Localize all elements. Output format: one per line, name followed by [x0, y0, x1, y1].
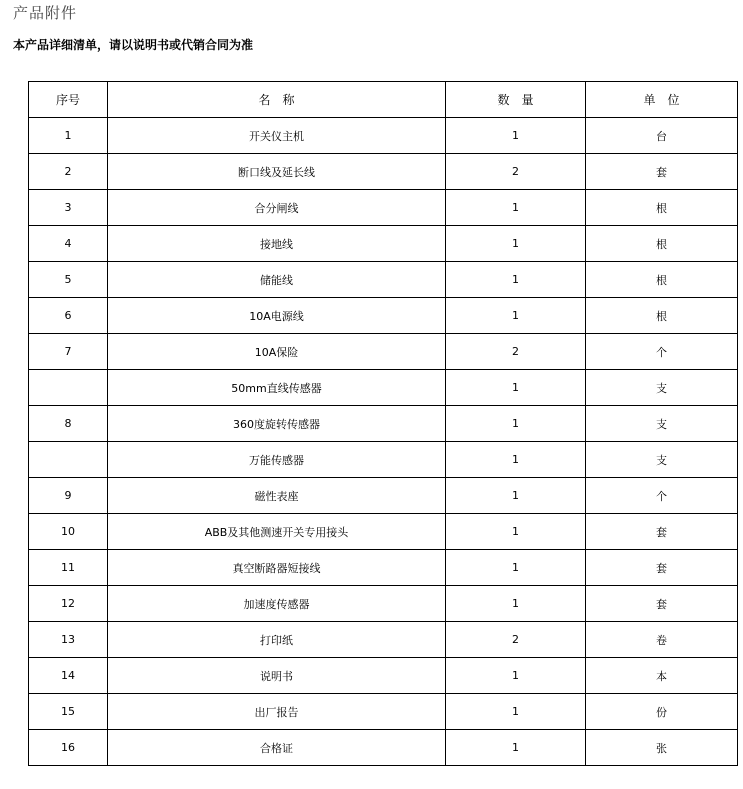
item-unit: 套: [586, 514, 738, 550]
item-name: 真空断路器短接线: [108, 550, 446, 586]
table-row: [29, 334, 738, 370]
table-row: [29, 118, 738, 154]
row-number: 15: [29, 694, 108, 730]
item-name: 接地线: [108, 226, 446, 262]
item-name: 合分闸线: [108, 190, 446, 226]
header-unit: 单 位: [586, 82, 738, 118]
item-quantity: 1: [446, 730, 586, 766]
item-unit: 根: [586, 226, 738, 262]
header-qty: 数 量: [446, 82, 586, 118]
row-number: [29, 442, 108, 478]
item-unit: 根: [586, 190, 738, 226]
row-number: 13: [29, 622, 108, 658]
list-note: 本产品详细清单，请以说明书或代销合同为准: [13, 38, 254, 52]
table-row: [29, 514, 738, 550]
row-number: 2: [29, 154, 108, 190]
item-name: 合格证: [108, 730, 446, 766]
item-quantity: 1: [446, 478, 586, 514]
item-unit: 本: [586, 658, 738, 694]
row-number: 9: [29, 478, 108, 514]
item-name: 50mm直线传感器: [108, 370, 446, 406]
item-unit: 支: [586, 370, 738, 406]
table-row: [29, 190, 738, 226]
item-quantity: 2: [446, 334, 586, 370]
table-row: [29, 406, 738, 442]
row-number: [29, 370, 108, 406]
item-quantity: 1: [446, 226, 586, 262]
table-row: [29, 442, 738, 478]
item-unit: 套: [586, 154, 738, 190]
item-unit: 份: [586, 694, 738, 730]
row-number: 14: [29, 658, 108, 694]
header-name: 名 称: [108, 82, 446, 118]
table-row: [29, 730, 738, 766]
item-quantity: 1: [446, 370, 586, 406]
item-name: 10A电源线: [108, 298, 446, 334]
item-quantity: 1: [446, 118, 586, 154]
row-number: 8: [29, 406, 108, 442]
item-name: 打印纸: [108, 622, 446, 658]
item-name: 开关仪主机: [108, 118, 446, 154]
item-unit: 支: [586, 442, 738, 478]
item-quantity: 1: [446, 586, 586, 622]
item-name: 10A保险: [108, 334, 446, 370]
item-unit: 台: [586, 118, 738, 154]
header-row: [29, 82, 738, 118]
item-unit: 支: [586, 406, 738, 442]
row-number: 10: [29, 514, 108, 550]
table-row: [29, 298, 738, 334]
table-body: [29, 118, 738, 766]
table-row: [29, 370, 738, 406]
item-name: 360度旋转传感器: [108, 406, 446, 442]
accessories-table: [28, 81, 738, 766]
table-row: [29, 658, 738, 694]
item-name: 磁性表座: [108, 478, 446, 514]
row-number: 5: [29, 262, 108, 298]
item-quantity: 1: [446, 514, 586, 550]
row-number: 7: [29, 334, 108, 370]
item-name: 万能传感器: [108, 442, 446, 478]
item-quantity: 1: [446, 550, 586, 586]
item-quantity: 1: [446, 190, 586, 226]
item-quantity: 1: [446, 694, 586, 730]
item-name: 储能线: [108, 262, 446, 298]
item-quantity: 1: [446, 442, 586, 478]
item-unit: 张: [586, 730, 738, 766]
item-quantity: 2: [446, 154, 586, 190]
item-quantity: 2: [446, 622, 586, 658]
item-quantity: 1: [446, 658, 586, 694]
table-header: [29, 82, 738, 118]
row-number: 3: [29, 190, 108, 226]
item-unit: 个: [586, 478, 738, 514]
table-row: [29, 154, 738, 190]
row-number: 12: [29, 586, 108, 622]
header-no: 序号: [29, 82, 108, 118]
table-row: [29, 622, 738, 658]
table-row: [29, 226, 738, 262]
item-name: 出厂报告: [108, 694, 446, 730]
item-name: 说明书: [108, 658, 446, 694]
item-quantity: 1: [446, 298, 586, 334]
table-row: [29, 262, 738, 298]
item-unit: 套: [586, 586, 738, 622]
item-name: 断口线及延长线: [108, 154, 446, 190]
row-number: 16: [29, 730, 108, 766]
item-quantity: 1: [446, 406, 586, 442]
page-heading: 产品附件: [13, 4, 78, 22]
item-unit: 根: [586, 298, 738, 334]
table-row: [29, 586, 738, 622]
row-number: 1: [29, 118, 108, 154]
item-quantity: 1: [446, 262, 586, 298]
row-number: 11: [29, 550, 108, 586]
table-row: [29, 694, 738, 730]
row-number: 6: [29, 298, 108, 334]
item-unit: 套: [586, 550, 738, 586]
item-unit: 个: [586, 334, 738, 370]
item-name: 加速度传感器: [108, 586, 446, 622]
table-row: [29, 478, 738, 514]
item-name: ABB及其他测速开关专用接头: [108, 514, 446, 550]
item-unit: 卷: [586, 622, 738, 658]
table-row: [29, 550, 738, 586]
item-unit: 根: [586, 262, 738, 298]
row-number: 4: [29, 226, 108, 262]
